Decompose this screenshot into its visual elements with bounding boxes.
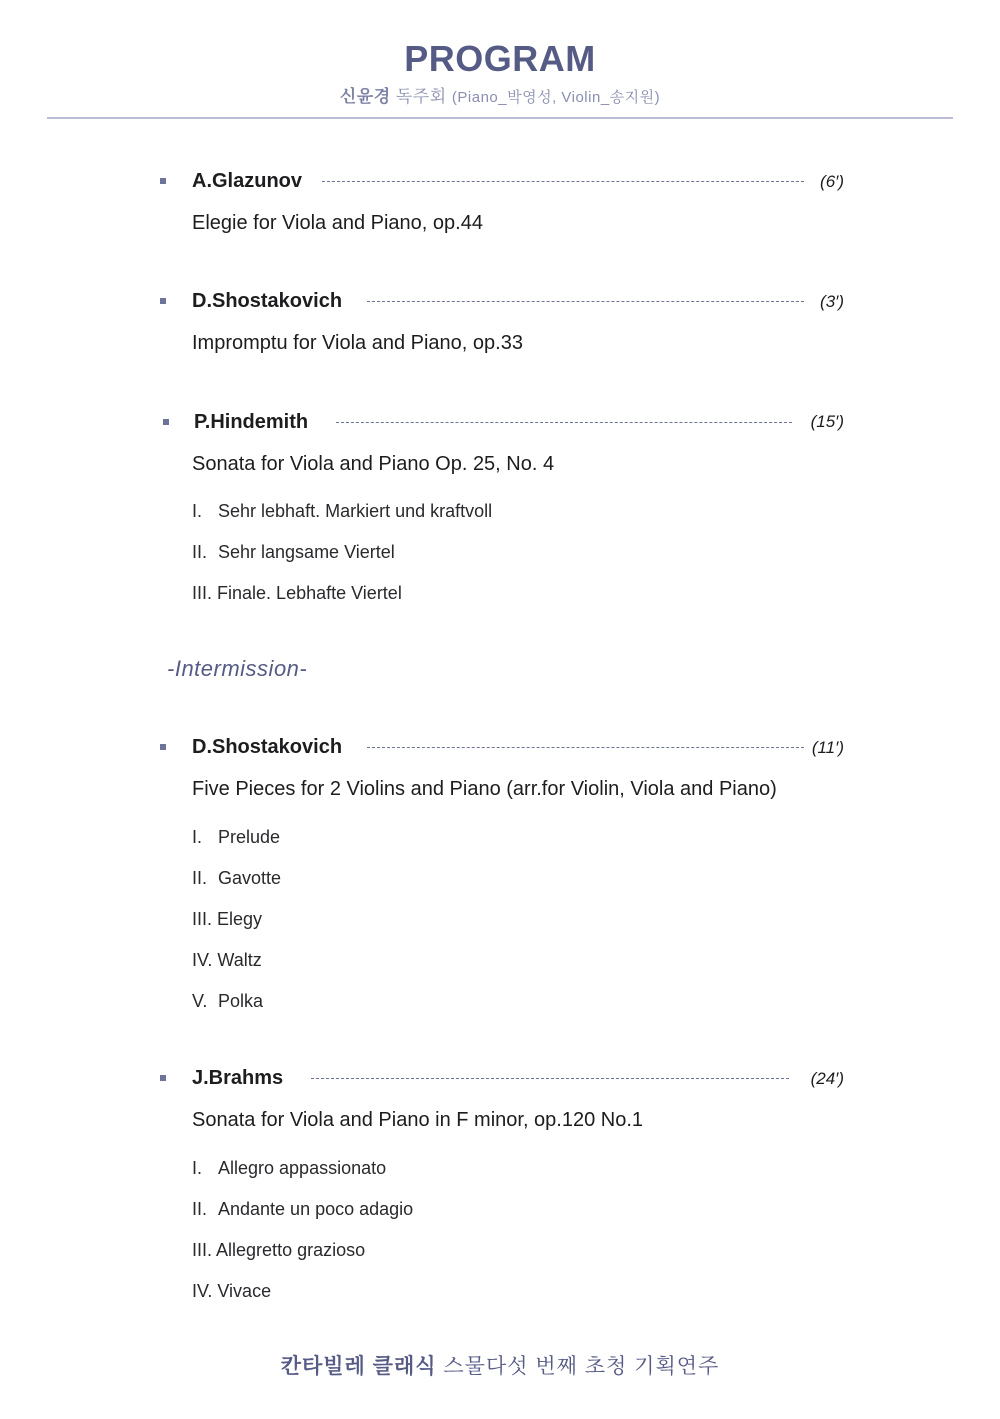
dotted-leader <box>322 181 804 182</box>
work-title: Impromptu for Viola and Piano, op.33 <box>192 332 523 354</box>
movement-item <box>192 1281 271 1302</box>
movement-title: Finale. Lebhafte Viertel <box>217 583 402 603</box>
duration: (6′) <box>820 172 844 191</box>
movement-title: Allegretto grazioso <box>216 1240 366 1260</box>
movement-item <box>192 909 262 930</box>
movement-item <box>192 1240 365 1261</box>
dotted-leader <box>336 422 792 423</box>
movement-number: III. <box>192 909 213 929</box>
composer-name: A.Glazunov <box>192 170 303 192</box>
dotted-leader <box>311 1078 789 1079</box>
duration: (24′) <box>810 1069 844 1088</box>
bullet-icon <box>160 1075 166 1081</box>
movement-item <box>192 542 395 563</box>
movement-number: IV. <box>192 1281 213 1301</box>
work-title: Sonata for Viola and Piano Op. 25, No. 4 <box>192 453 555 475</box>
movement-item <box>192 827 280 848</box>
movement-title: Allegro appassionato <box>218 1158 387 1178</box>
movement-title: Vivace <box>217 1281 272 1301</box>
movement-item <box>192 868 281 889</box>
work-title: Elegie for Viola and Piano, op.44 <box>192 212 483 234</box>
movement-number: V. <box>192 991 208 1011</box>
movement-title: Waltz <box>217 950 262 970</box>
composer-name: D.Shostakovich <box>192 290 343 312</box>
movement-number: I. <box>192 1158 203 1178</box>
work-title: Five Pieces for 2 Violins and Piano (arr.for Violin, Viola and Piano) <box>192 778 777 800</box>
bullet-icon <box>163 419 169 425</box>
movement-title: Sehr lebhaft. Markiert und kraftvoll <box>218 501 493 521</box>
movement-number: IV. <box>192 950 213 970</box>
dotted-leader <box>367 747 804 748</box>
movement-title: Gavotte <box>218 868 282 888</box>
footer-text: 스물다섯 번째 초청 기획연주 <box>443 1355 720 1378</box>
movement-number: III. <box>192 1240 213 1260</box>
header-divider <box>47 117 953 119</box>
movement-title: Elegy <box>217 909 263 929</box>
bullet-icon <box>160 298 166 304</box>
bullet-icon <box>160 744 166 750</box>
composer-name: J.Brahms <box>192 1067 284 1089</box>
movement-item <box>192 950 262 971</box>
page-title: PROGRAM <box>404 38 596 79</box>
movement-title: Andante un poco adagio <box>218 1199 414 1219</box>
movement-number: II. <box>192 1199 208 1219</box>
performer-name: 신윤경 <box>339 87 391 106</box>
event-type: 독주회 <box>395 87 447 106</box>
movement-title: Sehr langsame Viertel <box>218 542 395 562</box>
duration: (11′) <box>811 738 844 757</box>
movement-number: II. <box>192 868 208 888</box>
movement-item <box>192 583 402 604</box>
duration: (3′) <box>820 292 844 311</box>
composer-name: P.Hindemith <box>194 411 309 433</box>
work-title: Sonata for Viola and Piano in F minor, op.120 No.1 <box>192 1109 644 1131</box>
footer <box>0 1350 1000 1380</box>
intermission-label: -Intermission- <box>167 656 308 681</box>
movement-title: Prelude <box>218 827 281 847</box>
bullet-icon <box>160 178 166 184</box>
accompanist-details: (Piano_박영성, Violin_송지원) <box>451 89 661 106</box>
composer-name: D.Shostakovich <box>192 736 343 758</box>
duration: (15′) <box>810 412 844 431</box>
movement-item <box>192 1199 413 1220</box>
program-subtitle <box>0 82 1000 107</box>
movement-item <box>192 991 263 1012</box>
footer-brand: 칸타빌레 클래식 <box>280 1355 437 1378</box>
movement-title: Polka <box>218 991 264 1011</box>
movement-number: I. <box>192 501 203 521</box>
movement-item <box>192 501 492 522</box>
movement-item <box>192 1158 386 1179</box>
movement-number: III. <box>192 583 213 603</box>
dotted-leader <box>367 301 804 302</box>
movement-number: II. <box>192 542 208 562</box>
movement-number: I. <box>192 827 203 847</box>
